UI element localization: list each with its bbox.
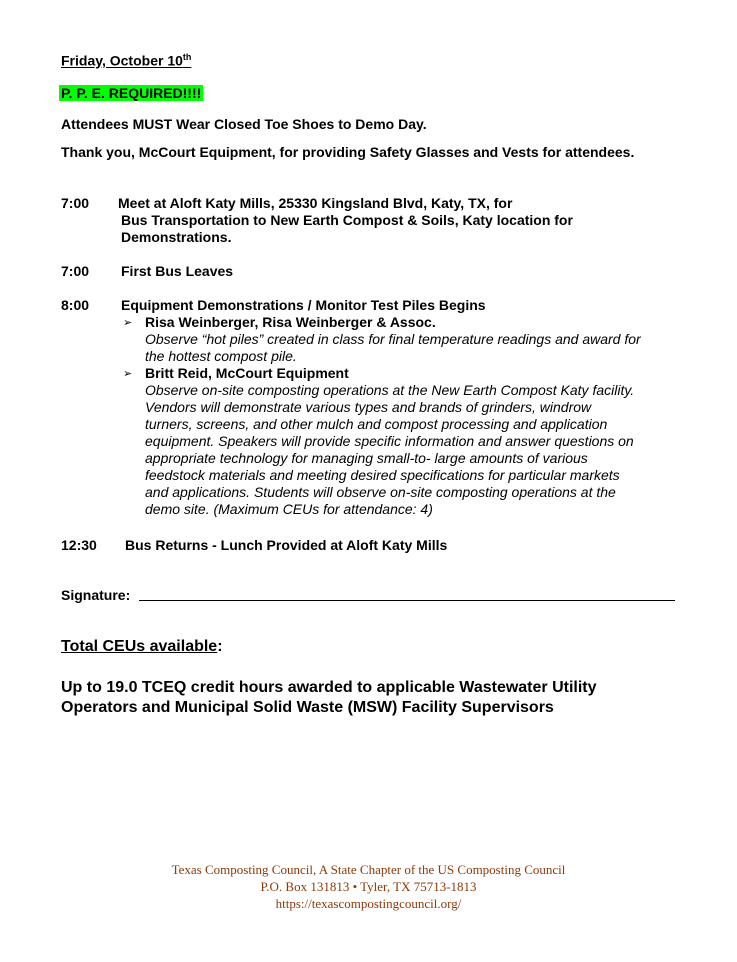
schedule-text: Bus Returns - Lunch Provided at Aloft Katy Mills xyxy=(125,537,448,553)
schedule-text: First Bus Leaves xyxy=(121,263,234,279)
footer-website-link[interactable]: https://texascompostingcouncil.org/ xyxy=(275,896,462,911)
description-line: turners, screens, and other mulch and compost processing and application xyxy=(145,416,608,432)
presenter-description xyxy=(145,331,641,365)
ceu-line: Operators and Municipal Solid Waste (MSW) Facility Supervisors xyxy=(61,699,554,716)
schedule-line: Meet at Aloft Katy Mills, 25330 Kingsland Blvd, Katy, TX, for xyxy=(118,195,513,211)
schedule-time: 8:00 xyxy=(61,297,90,313)
thanks-notice: Thank you, McCourt Equipment, for providing Safety Glasses and Vests for attendees. xyxy=(61,144,635,160)
description-line: feedstock materials and meeting desired specifications for particular markets xyxy=(145,467,620,483)
ceu-line: Up to 19.0 TCEQ credit hours awarded to applicable Wastewater Utility xyxy=(61,679,597,696)
ceu-heading: Total CEUs available: xyxy=(61,638,223,655)
arrow-bullet-icon: ➢ xyxy=(123,368,133,380)
presenter-name: Britt Reid, McCourt Equipment xyxy=(145,365,349,381)
footer-address: P.O. Box 131813 • Tyler, TX 75713-1813 xyxy=(260,879,477,894)
event-date: Friday, October 10th xyxy=(61,52,192,69)
description-line: appropriate technology for managing small-to- large amounts of various xyxy=(145,450,588,466)
description-line: demo site. (Maximum CEUs for attendance: 4) xyxy=(145,501,433,517)
schedule-time: 7:00 xyxy=(61,195,90,211)
description-line: Observe “hot piles” created in class for final temperature readings and award for xyxy=(145,331,641,347)
signature-line[interactable] xyxy=(139,600,675,601)
description-line: Observe on-site composting operations at the New Earth Compost Katy facility. xyxy=(145,382,635,398)
schedule-line: Demonstrations. xyxy=(121,229,232,245)
description-line: equipment. Speakers will provide specific information and answer questions on xyxy=(145,433,634,449)
footer-organization: Texas Composting Council, A State Chapter of the US Composting Council xyxy=(171,862,566,877)
ceu-description xyxy=(61,678,597,718)
arrow-bullet-icon: ➢ xyxy=(123,317,133,329)
schedule-text: Equipment Demonstrations / Monitor Test Piles Begins xyxy=(121,297,486,313)
presenter-name: Risa Weinberger, Risa Weinberger & Assoc. xyxy=(145,314,436,330)
description-line: and applications. Students will observe on-site composting operations at the xyxy=(145,484,616,500)
signature-label: Signature: xyxy=(61,587,131,603)
description-line: Vendors will demonstrate various types and brands of grinders, windrow xyxy=(145,399,592,415)
schedule-time: 12:30 xyxy=(61,537,97,553)
schedule-line: Bus Transportation to New Earth Compost & Soils, Katy location for xyxy=(121,212,573,228)
presenter-description xyxy=(145,382,634,518)
schedule-time: 7:00 xyxy=(61,263,90,279)
shoes-notice: Attendees MUST Wear Closed Toe Shoes to Demo Day. xyxy=(61,116,427,132)
schedule-text xyxy=(118,195,573,246)
ppe-required-notice: P. P. E. REQUIRED!!!! xyxy=(61,85,202,101)
description-line: the hottest compost pile. xyxy=(145,348,297,364)
